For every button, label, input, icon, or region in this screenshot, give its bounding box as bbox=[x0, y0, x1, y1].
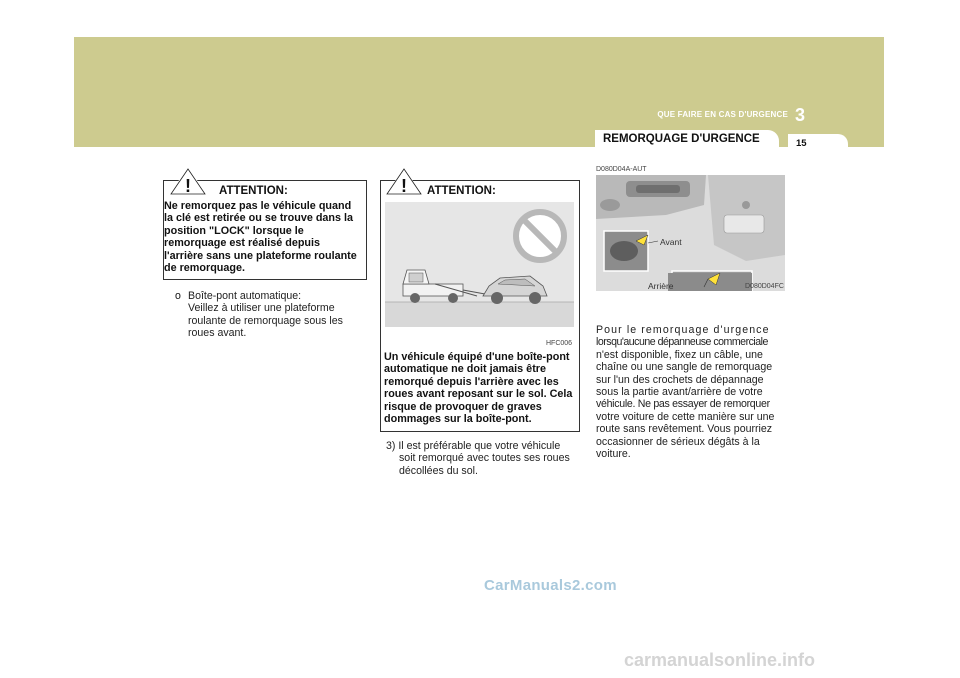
warning-title-left: ATTENTION: bbox=[219, 185, 288, 197]
para-line: route sans revêtement. Vous pourriez bbox=[596, 423, 773, 436]
bullet-line: Veillez à utiliser une plateforme bbox=[188, 302, 335, 315]
para-line: lorsqu'aucune dépanneuse commerciale bbox=[596, 336, 768, 349]
warning-triangle-icon bbox=[168, 166, 208, 196]
warning-line: Un véhicule équipé d'une boîte-pont bbox=[384, 351, 570, 363]
bullet-line: roulante de remorquage sous les bbox=[188, 314, 343, 327]
page-number-tab bbox=[788, 134, 848, 154]
warning-title-middle: ATTENTION: bbox=[427, 185, 496, 197]
bullet-line: Boîte-pont automatique: bbox=[188, 290, 302, 302]
towing-instructions bbox=[596, 324, 786, 460]
watermark-carmanuals2: CarManuals2.com bbox=[484, 577, 617, 594]
step-line: décollées du sol. bbox=[399, 464, 478, 477]
warning-line: position "LOCK" lorsque le bbox=[164, 224, 304, 237]
warning-line: remorquage est réalisé depuis bbox=[164, 237, 321, 250]
chapter-number: 3 bbox=[794, 105, 805, 125]
page-number: 15 bbox=[796, 138, 807, 149]
warning-line: de remorquage. bbox=[164, 262, 245, 275]
warning-line: risque de provoquer de graves bbox=[384, 400, 542, 413]
bullet-line: roues avant. bbox=[188, 327, 247, 340]
warning-triangle-icon bbox=[384, 166, 424, 196]
front-hook-inset bbox=[604, 231, 648, 271]
bullet-marker: o bbox=[175, 290, 181, 302]
section-title: REMORQUAGE D'URGENCE bbox=[603, 133, 760, 145]
warning-line: l'arrière sans une plateforme roulante bbox=[164, 249, 357, 262]
step-3 bbox=[386, 440, 578, 477]
para-line: véhicule. Ne pas essayer de remorquer bbox=[596, 398, 770, 411]
label-rear: Arrière bbox=[648, 281, 674, 291]
figure-id-d080d04fc: D080D04FC bbox=[745, 283, 784, 290]
svg-text:!: ! bbox=[185, 176, 191, 196]
section-tab bbox=[595, 130, 779, 152]
para-line: occasionner de sérieux dégâts à la bbox=[596, 435, 760, 448]
para-line: n'est disponible, fixez un câble, une bbox=[596, 348, 763, 361]
para-line: voiture. bbox=[596, 448, 631, 461]
watermark-carmanualsonline: carmanualsonline.info bbox=[624, 650, 816, 670]
para-line: votre voiture de cette manière sur une bbox=[596, 410, 775, 423]
warning-line: dommages sur la boîte-pont. bbox=[384, 413, 532, 426]
para-line: sur l'un des crochets de dépannage bbox=[596, 373, 764, 386]
warning-line: la clé est retirée ou se trouve dans la bbox=[164, 212, 354, 225]
prohibition-icon bbox=[516, 212, 564, 260]
warning-line: Ne remorquez pas le véhicule quand bbox=[164, 200, 352, 212]
reference-code: D080D04A-AUT bbox=[596, 166, 647, 173]
warning-line: roues avant reposant sur le sol. Cela bbox=[384, 388, 573, 401]
step-line: soit remorqué avec toutes ses roues bbox=[399, 452, 570, 465]
warning-line: remorqué depuis l'arrière avec les bbox=[384, 375, 559, 388]
bullet-item-automatic bbox=[188, 290, 366, 340]
step-line: 3) Il est préférable que votre véhicule bbox=[386, 440, 561, 452]
towing-illustration bbox=[385, 202, 574, 327]
chapter-title: QUE FAIRE EN CAS D'URGENCE bbox=[657, 110, 788, 119]
para-line: Pour le remorquage d'urgence bbox=[596, 324, 770, 336]
para-line: chaîne ou une sangle de remorquage bbox=[596, 361, 773, 374]
para-line: sous la partie avant/arrière de votre bbox=[596, 386, 763, 399]
label-front: Avant bbox=[660, 237, 682, 247]
warning-text-middle bbox=[384, 351, 574, 425]
rear-hook-inset bbox=[668, 271, 752, 291]
figure-id-hfc006: HFC006 bbox=[546, 340, 573, 347]
svg-text:!: ! bbox=[401, 176, 407, 196]
warning-line: automatique ne doit jamais être bbox=[384, 363, 546, 376]
warning-text-left bbox=[164, 200, 364, 274]
tow-hook-photo bbox=[596, 175, 785, 291]
